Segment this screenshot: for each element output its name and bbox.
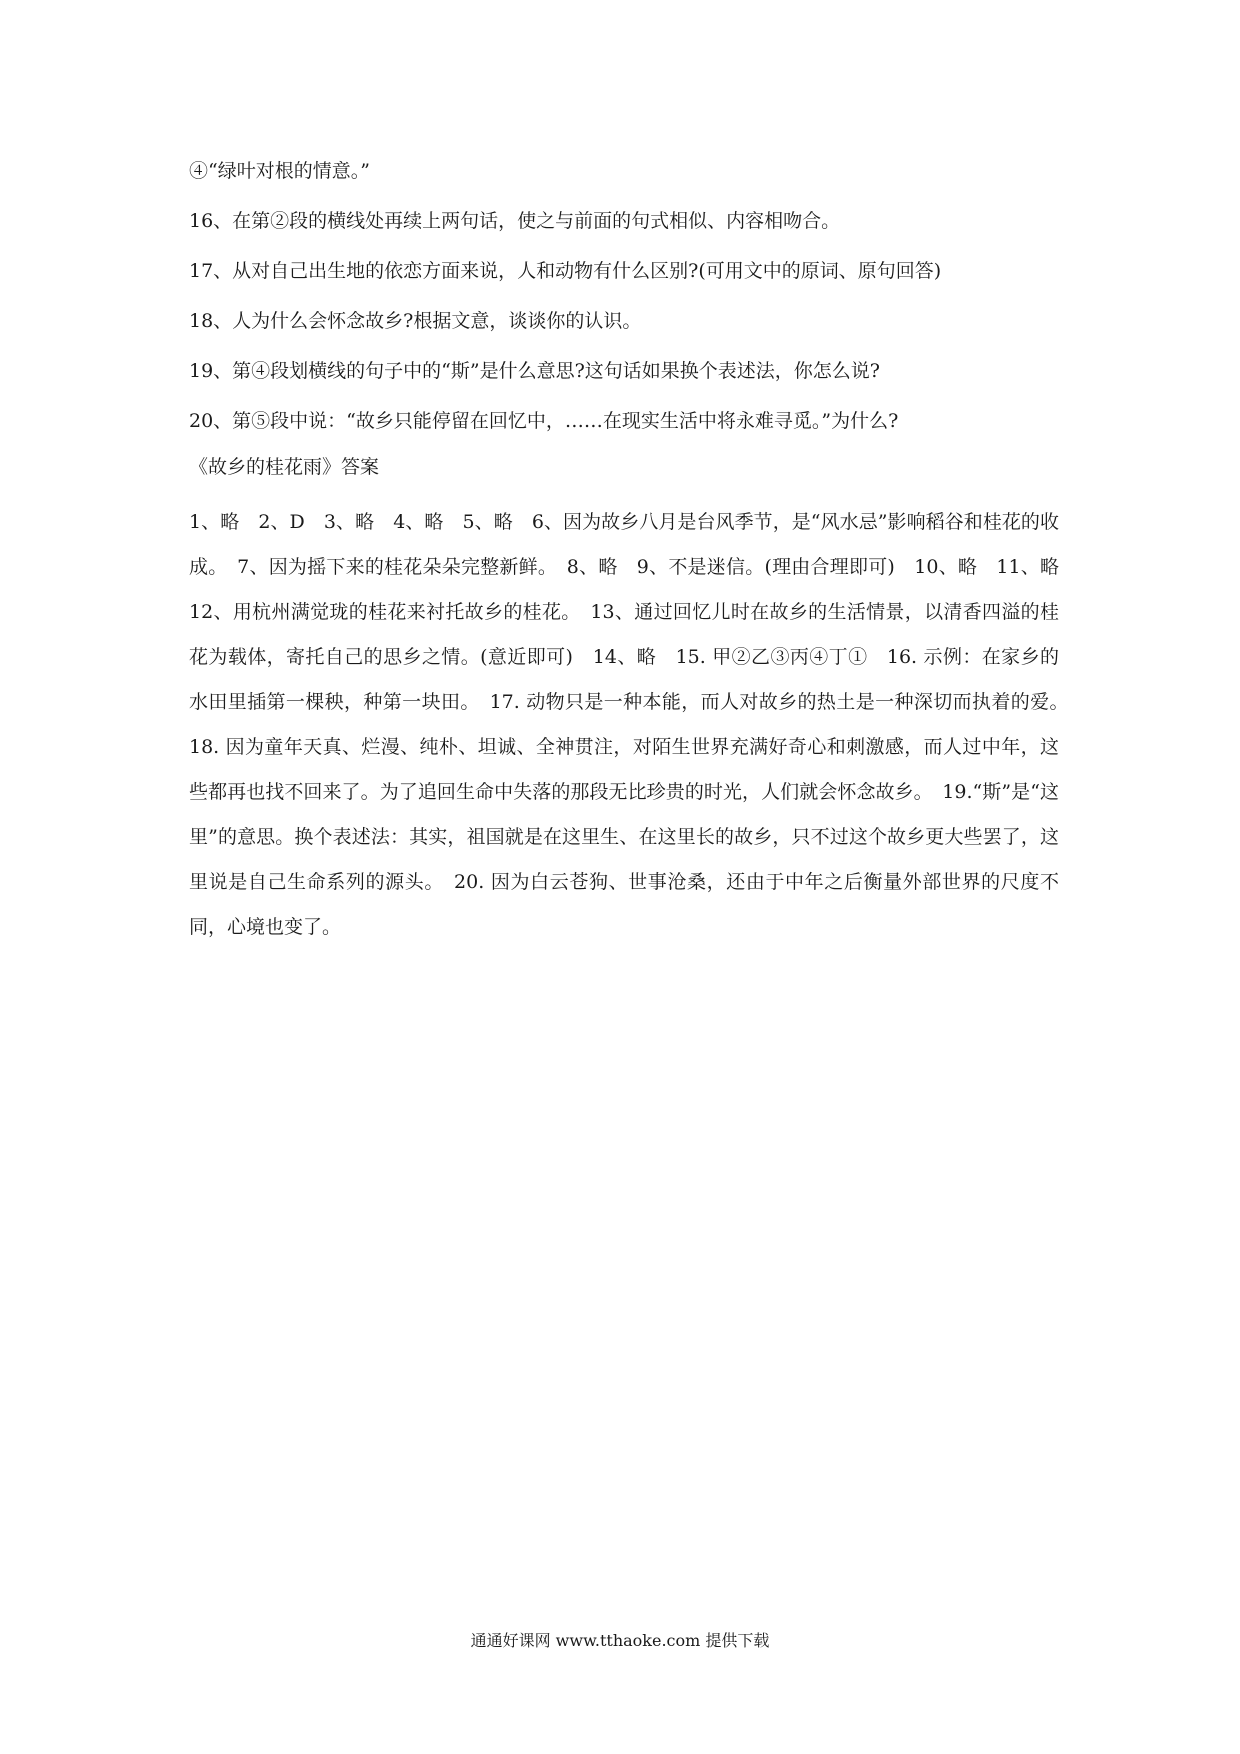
question-16: 16、在第②段的横线处再续上两句话，使之与前面的句式相似、内容相吻合。 xyxy=(189,210,841,232)
question-18: 18、人为什么会怀念故乡?根据文意，谈谈你的认识。 xyxy=(189,310,642,332)
question-19: 19、第④段划横线的句子中的“斯”是什么意思?这句话如果换个表述法，你怎么说? xyxy=(189,360,880,382)
question-item-15-4: ④“绿叶对根的情意。” xyxy=(189,160,370,182)
footer-credit: 通通好课网 www.tthaoke.com 提供下载 xyxy=(470,1631,770,1650)
answer-body: 1、略 2、D 3、略 4、略 5、略 6、因为故乡八月是台风季节，是“风水忌”影响稻谷和桂花的收成。 7、因为摇下来的桂花朵朵完整新鲜。 8、略 9、不是迷信。(理由合理即可) 10、略 11、略 12、用杭州满觉珑的桂花来衬托故乡的桂花。 13、通过回忆儿时在故乡的生活情景，以清香四溢的桂花为载体，寄托自己的思乡之情。(意近即可) 14、略 15. 甲②乙③丙④丁① 16. 示例：在家乡的水田里插第一棵秧，种第一块田。 17. 动物只是一种本能，而人对故乡的热土是一种深切而执着的爱。 18. 因为童年天真、烂漫、纯朴、坦诚、全神贯注，对陌生世界充满好奇心和刺激感，而人过中年，这些都再也找不回来了。为了追回生命中失落的那段无比珍贵的时光，人们就会怀念故乡。 19.“斯”是“这里”的意思。换个表述法：其实，祖国就是在这里生、在这里长的故乡，只不过这个故乡更大些罢了，这里说是自己生命系列的源头。 20. 因为白云苍狗、世事沧桑，还由于中年之后衡量外部世界的尺度不同，心境也变了。 xyxy=(189,511,1079,938)
answer-title: 《故乡的桂花雨》答案 xyxy=(189,456,380,478)
question-20: 20、第⑤段中说：“故乡只能停留在回忆中，……在现实生活中将永难寻觅。”为什么? xyxy=(189,410,899,432)
question-17: 17、从对自己出生地的依恋方面来说，人和动物有什么区别?(可用文中的原词、原句回答) xyxy=(189,260,942,282)
